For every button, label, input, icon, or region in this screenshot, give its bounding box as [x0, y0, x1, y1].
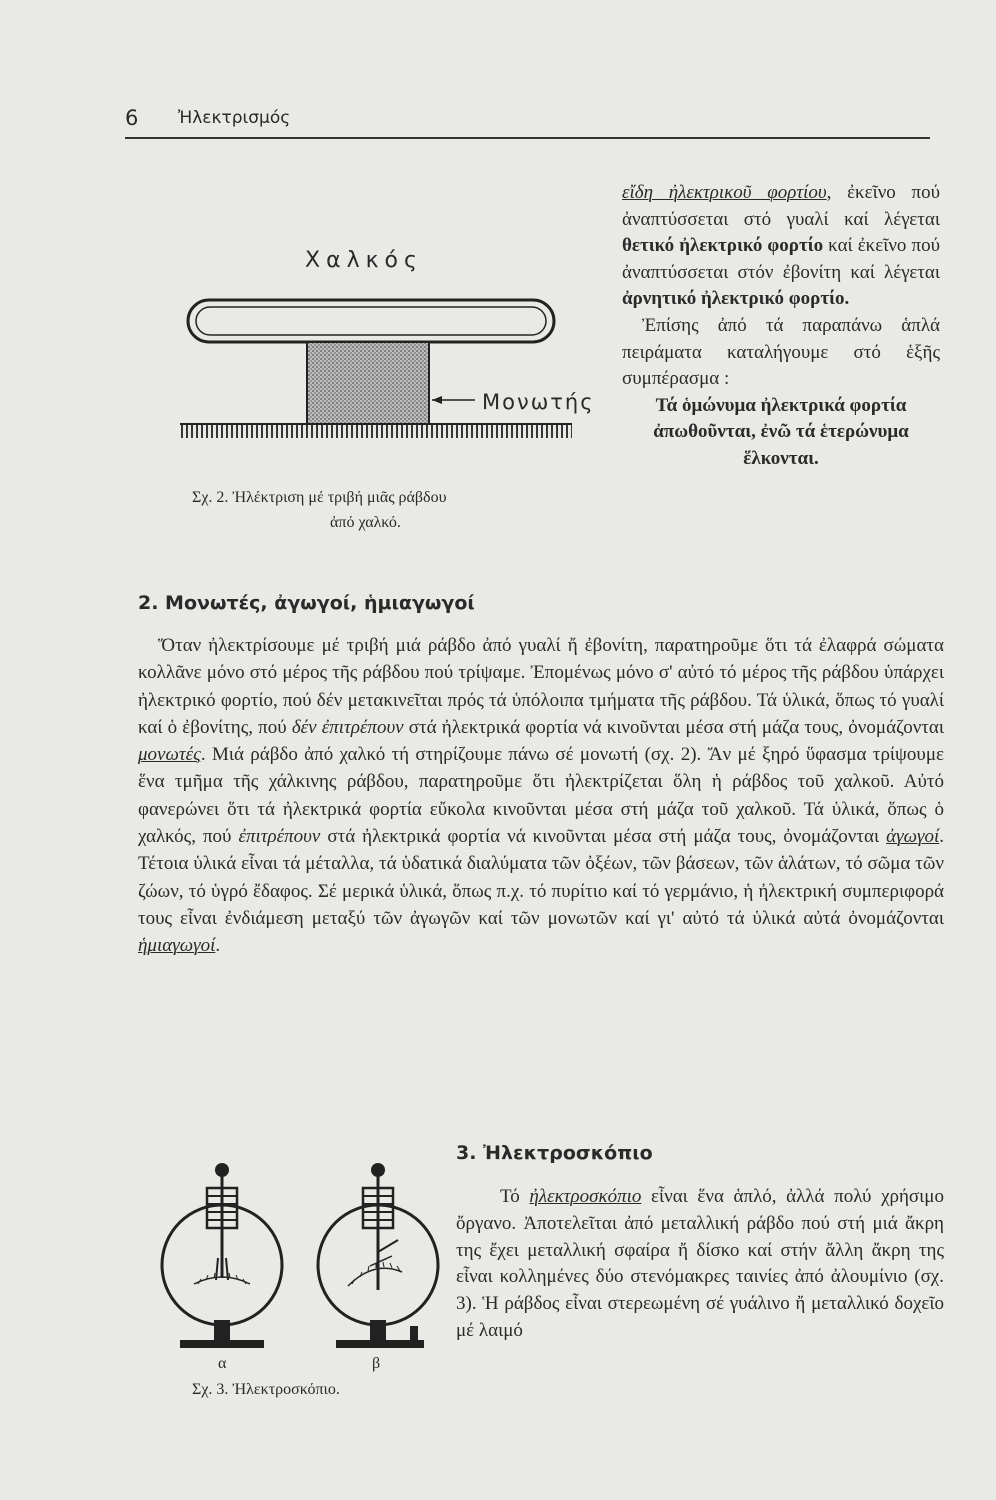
text-span: Ὅταν ἠλεκτρίσουμε μέ τριβή μιά ράβδο ἀπό γυαλί ἤ ἐβονίτη, παρατηροῦμε ὅτι τά ἐλαφρά σώματα κολλᾶνε μόνο στό μέρος τῆς ράβδου πού τρίψαμε. Ἐπομένως μόνο σ' αὐτό τό μέρος τῆς ράβδου ὑπάρχει ἠλεκτρικό φορτίο, πού δέν μετακινεῖται πρός τά ὑπόλοιπα τμήματα τῆς ράβδου. Τά ὑλικά, ὅπως τό γυαλί καί ὁ ἐβονίτης, πού [138, 635, 944, 738]
section2-body [138, 632, 944, 960]
term-charge-kinds: εἴδη ἠλεκτρικοῦ φορτίου [622, 182, 827, 203]
figure2-label-b: β [372, 1355, 381, 1372]
text-span: καί ἐκεῖνο πού ἀναπτύσσεται στόν ἐβονίτη καί λέγεται [622, 235, 940, 283]
emph-do-not-allow: δέν ἐπιτρέπουν [291, 716, 404, 738]
text-span: εἶναι ἕνα ἁπλό, ἀλλά πολύ χρήσιμο ὄργανο. Ἀποτελεῖται ἀπό μεταλλική ράβδο πού στή μιά ἄκρη της ἔχει μεταλλική σφαίρα ἤ δίσκο καί στήν ἄλλη ἄκρη της εἶναι κολλημένες δύο στενόμακρες ταινίες ἀπό ἀλουμίνιο (σχ. 3). Ἡ ράβδος εἶναι στερεωμένη σέ γυάλινο ἤ μεταλλικό δοχεῖο μέ λαιμό [456, 1186, 944, 1341]
running-title: Ἠλεκτρισμός [178, 108, 291, 128]
text-span: . Τέτοια ὑλικά εἶναι τά μέταλλα, τά ὑδατικά διαλύματα τῶν ὀξέων, τῶν βάσεων, τῶν ἁλάτων, τό σῶμα τῶν ζώων, τό ὑγρό ἔδαφος. Σέ μερικά ὑλικά, ὅπως π.χ. τό πυρίτιο καί τό γερμάνιο, ἡ ἠλεκτρική συμπεριφορά τους εἶναι ἐνδιάμεση μεταξύ τῶν ἀγωγῶν καί τῶν μονωτῶν καί γι' αὐτό τά ὑλικά αὐτά ὀνομάζονται [138, 826, 944, 929]
page-number: 6 [125, 106, 139, 130]
term-semiconductors: ἡμιαγωγοί [138, 935, 216, 957]
emph-allow: ἐπιτρέπουν [238, 826, 321, 848]
term-conductors: ἀγωγοί [886, 826, 940, 848]
text-span: Τό [500, 1186, 530, 1207]
text-span: . [215, 935, 221, 957]
header-rule [125, 137, 930, 139]
electroscope-b [318, 1163, 438, 1348]
term-insulators: μονωτές [138, 744, 201, 766]
figure1-caption-line2: ἀπό χαλκό. [330, 514, 401, 531]
right-col-paragraph-1 [622, 180, 940, 313]
figure1-label-copper: Χαλκός [305, 248, 423, 273]
figure2-caption: Σχ. 3. Ἠλεκτροσκόπιο. [192, 1381, 340, 1398]
figure2-electroscope-diagram [160, 1160, 440, 1360]
figure2-label-a: α [218, 1355, 227, 1372]
electroscope-a [162, 1163, 282, 1348]
term-electroscope: ἠλεκτροσκόπιο [529, 1186, 642, 1207]
text-span: στά ἠλεκτρικά φορτία νά κινοῦνται μέσα στή μάζα τους, ὀνομάζονται [320, 826, 887, 848]
figure1-copper-rod-diagram [180, 290, 600, 450]
text-span: . Μιά ράβδο ἀπό χαλκό τή στηρίζουμε πάνω σέ μονωτή (σχ. 2). Ἄν μέ ξηρό ὕφασμα τρίψουμε ἕνα τμῆμα τῆς χάλκινης ράβδου, παρατηροῦμε ὅτι ἠλεκτρίζεται ὅλη ἡ ράβδος τοῦ χαλκοῦ. Αὐτό φανερώνει ὅτι τά ἠλεκτρικά φορτία εὔκολα κινοῦνται μέσα στή μάζα τοῦ χαλκοῦ. Τά ὑλικά, ὅπως ὁ χαλκός, πού [138, 744, 944, 848]
section2-heading: 2. Μονωτές, ἀγωγοί, ἡμιαγωγοί [138, 592, 475, 614]
term-negative-charge: ἀρνητικό ἠλεκτρικό φορτίο. [622, 288, 850, 310]
term-positive-charge: θετικό ἠλεκτρικό φορτίο [622, 235, 824, 257]
right-col-paragraph-2: Ἐπίσης ἀπό τά παραπάνω ἁπλά πειράματα καταλήγουμε στό ἑξῆς συμπέρασμα : [622, 314, 940, 390]
figure1-label-insulator: Μονωτής [482, 390, 595, 414]
section3-body [456, 1184, 944, 1345]
figure1-caption-line1: Σχ. 2. Ἠλέκτριση μέ τριβή μιᾶς ράβδου [192, 489, 447, 506]
section3-heading: 3. Ἠλεκτροσκόπιο [456, 1142, 653, 1164]
text-span: , ἐκεῖνο πού ἀναπτύσσεται στό γυαλί καί λέγεται [622, 182, 940, 230]
right-column-text [622, 180, 940, 473]
insulator-block [307, 342, 429, 424]
conclusion-statement: Τά ὁμώνυμα ἠλεκτρικά φορτία ἀπωθοῦνται, ἐνῶ τά ἑτερώνυμα ἕλκονται. [653, 394, 909, 469]
text-span: στά ἠλεκτρικά φορτία νά κινοῦνται μέσα στή μάζα τους, ὀνομάζονται [403, 716, 944, 738]
ground-surface [180, 424, 572, 438]
